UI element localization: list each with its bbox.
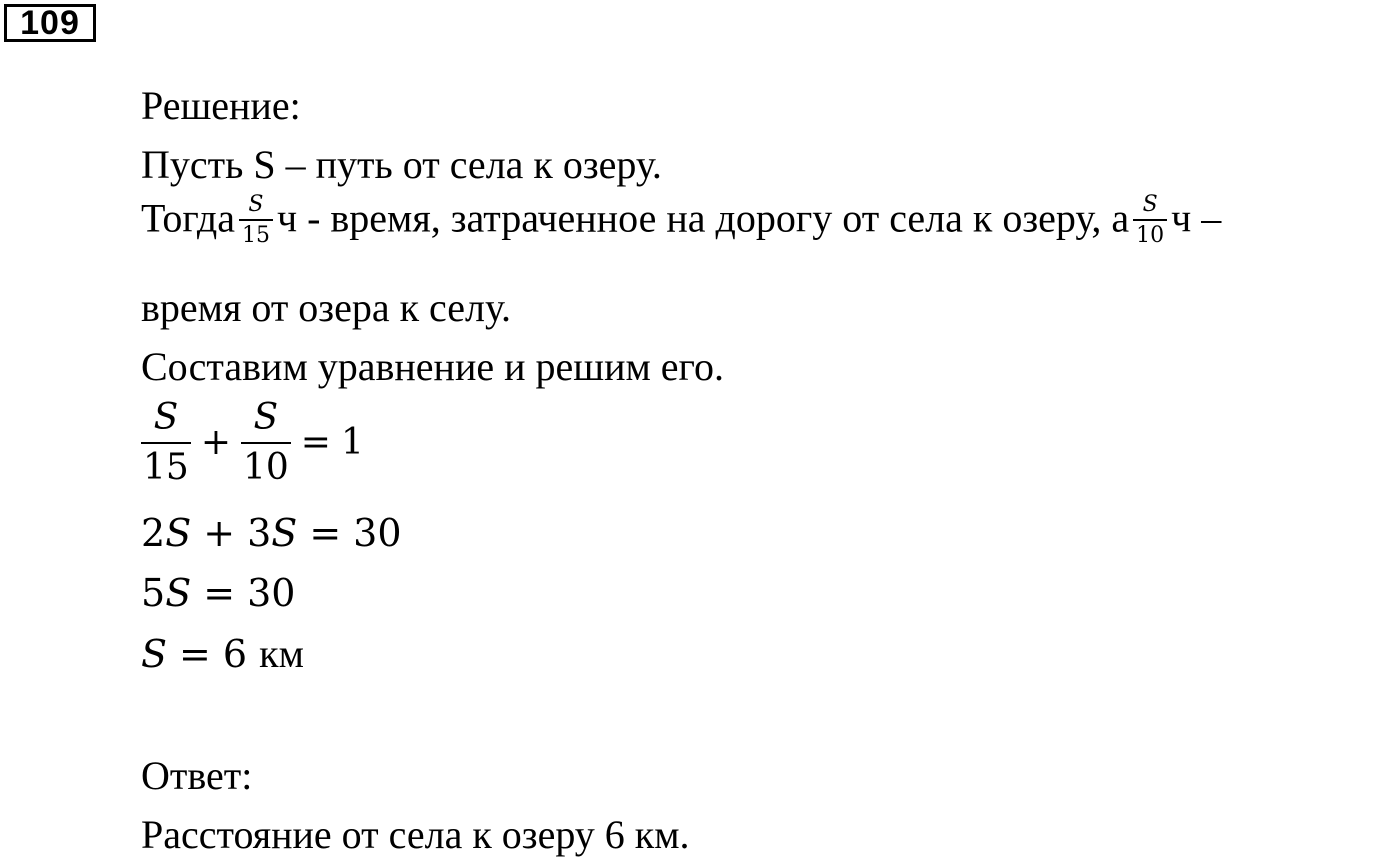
equation-1 <box>141 397 364 488</box>
fraction-denominator: 15 <box>141 442 191 486</box>
variable-s: S <box>165 511 192 555</box>
problem-number: 109 <box>4 4 96 42</box>
unit-km: км <box>259 631 304 676</box>
equation-4 <box>141 631 304 676</box>
equals-sign: = <box>300 422 331 463</box>
plus-sign: + <box>200 422 231 463</box>
answer-text: Расстояние от села к озеру 6 км. <box>141 812 690 857</box>
equation-intro: Составим уравнение и решим его. <box>141 344 724 389</box>
fraction-s-over-15 <box>141 397 191 488</box>
let-statement: Пусть S – путь от села к озеру. <box>141 142 662 187</box>
solution-label: Решение: <box>141 83 301 128</box>
fraction-denominator: 10 <box>1133 219 1167 247</box>
answer-label: Ответ: <box>141 753 253 798</box>
time-statement-middle: - время, затраченное на дорогу от села к озеру, а <box>297 195 1130 241</box>
equals-sign: = <box>309 511 342 555</box>
hour-unit: ч – <box>1171 195 1222 241</box>
equation-rhs: 1 <box>340 422 364 463</box>
variable-s: S <box>165 571 192 615</box>
coefficient: 2 <box>141 511 166 555</box>
fraction-s-over-15 <box>239 194 273 247</box>
fraction-numerator: S <box>153 397 179 438</box>
equation-2 <box>141 511 402 555</box>
time-statement-continued: время от озера к селу. <box>141 285 511 330</box>
plus-sign: + <box>203 511 236 555</box>
equation-rhs: 6 <box>222 632 248 676</box>
fraction-numerator: S <box>1142 192 1158 217</box>
fraction-numerator: S <box>248 192 264 217</box>
fraction-denominator: 10 <box>241 442 291 486</box>
fraction-numerator: S <box>253 397 279 438</box>
coefficient: 5 <box>141 571 166 615</box>
then-word: Тогда <box>141 195 235 241</box>
equals-sign: = <box>203 571 236 615</box>
equation-rhs: 30 <box>353 511 402 555</box>
equation-3 <box>141 571 296 615</box>
fraction-s-over-10 <box>241 397 291 488</box>
time-statement <box>141 192 1222 249</box>
fraction-denominator: 15 <box>239 219 273 247</box>
equals-sign: = <box>179 632 211 676</box>
variable-s: S <box>141 632 168 676</box>
equation-rhs: 30 <box>247 571 296 615</box>
fraction-s-over-10 <box>1133 194 1167 247</box>
variable-s: S <box>271 511 298 555</box>
coefficient: 3 <box>247 511 272 555</box>
hour-unit: ч <box>276 195 298 241</box>
